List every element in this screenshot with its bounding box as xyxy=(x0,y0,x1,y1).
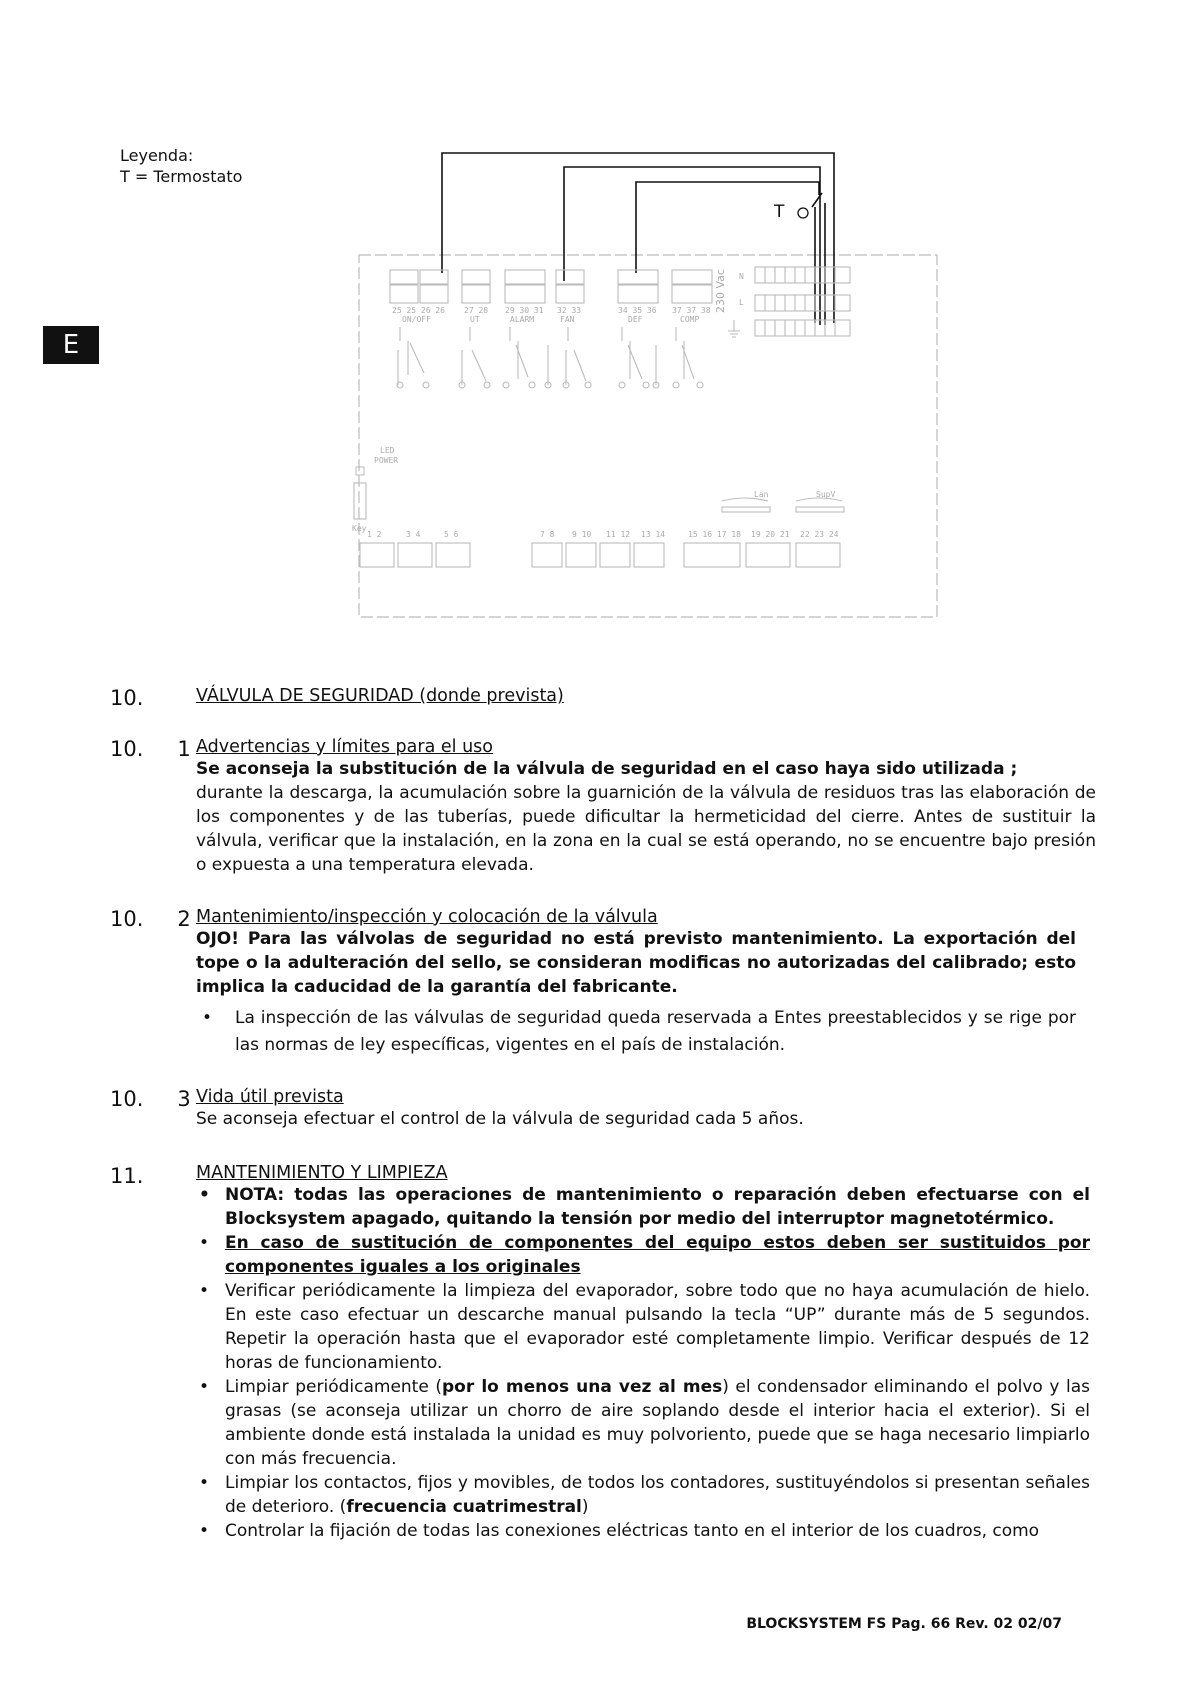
terminal-block-def xyxy=(618,270,658,303)
key-label: Key xyxy=(352,524,367,533)
wiring-diagram xyxy=(350,145,940,625)
wire-fan xyxy=(564,167,820,325)
section-number: 10. xyxy=(110,907,144,931)
supv-label: SupV xyxy=(816,490,836,499)
list-item-text: Limpiar los contactos, fijos y movibles, de todos los contadores, sustituyéndolos si presentan señales de deterioro. ( xyxy=(225,1473,1090,1517)
list-item xyxy=(196,1471,1090,1519)
block-label-comp: COMP xyxy=(680,315,700,324)
section-10-1 xyxy=(196,737,1096,877)
section-10-1-body: durante la descarga, la acumulación sobre la guarnición de la válvula de residuos tras las elaboración de los componentes y de las tuberías, puede dificultar la hermeticidad del cierre. Antes de sustituir la válvula, verificar que la instalación, en la zona en la cual se está operando, no se encuentre bajo presión o expuesta a una temperatura elevada. xyxy=(196,783,1096,875)
lan-label: Lan xyxy=(754,490,769,499)
section-10-2-number xyxy=(110,907,191,931)
bottom-terminal-blocks xyxy=(360,543,840,567)
section-10-3-number xyxy=(110,1087,191,1111)
bottom-numbers-8: 15 16 17 18 xyxy=(688,530,741,539)
mains-label-l: L xyxy=(739,298,744,307)
section-11-bullets xyxy=(196,1183,1090,1543)
bottom-numbers-5: 9 10 xyxy=(572,530,592,539)
language-tab: E xyxy=(43,326,99,364)
bottom-numbers-10: 22 23 24 xyxy=(800,530,839,539)
list-item-text: ) el condensador eliminando el polvo y las grasas (se aconseja utilizar un chorro de aire soplando desde el interior hacia el exterior). Si el ambiente donde está instalada la unidad es muy polvoriento, puede que se haga necesario limpiarlo con más frecuencia. xyxy=(225,1377,1090,1469)
bottom-numbers-4: 7 8 xyxy=(540,530,555,539)
bottom-numbers-2: 3 4 xyxy=(406,530,421,539)
led-label: LED xyxy=(380,446,395,455)
section-number: 10. xyxy=(110,686,144,710)
section-10-3 xyxy=(196,1087,1096,1131)
section-number: 10. xyxy=(110,1087,144,1111)
block-numbers-alarm: 29 30 31 xyxy=(505,306,544,315)
legend xyxy=(120,145,242,187)
section-10-number xyxy=(110,686,143,710)
list-item: • La inspección de las válvulas de seguridad queda reservada a Entes preestablecidos y se rige por las normas de ley específicas, vigentes en el país de instalación. xyxy=(199,1005,1076,1059)
power-label: POWER xyxy=(374,456,399,465)
section-10-3-body: Se aconseja efectuar el control de la válvula de seguridad cada 5 años. xyxy=(196,1109,804,1129)
section-10-1-title: Advertencias y límites para el uso xyxy=(196,737,493,757)
list-item-emphasis: por lo menos una vez al mes xyxy=(442,1377,723,1397)
bottom-numbers-6: 11 12 xyxy=(606,530,631,539)
block-numbers-fan: 32 33 xyxy=(557,306,582,315)
section-10-2-lead: OJO! Para las válvolas de seguridad no está previsto mantenimiento. La exportación del tope o la adulteración del sello, se consideran modificas no autorizadas del calibrado; esto implica la caducidad de la garantía del fabricante. xyxy=(196,929,1076,997)
section-10-1-number xyxy=(110,737,191,761)
block-numbers-on-off: 25 25 26 26 xyxy=(392,306,445,315)
section-11-number xyxy=(110,1164,143,1188)
terminal-block-comp xyxy=(672,270,712,303)
wire-thermostat xyxy=(812,193,825,325)
terminal-block-alarm xyxy=(505,270,545,303)
bottom-numbers-9: 19 20 21 xyxy=(751,530,790,539)
list-item-emphasis: frecuencia cuatrimestral xyxy=(346,1497,582,1517)
key-connector xyxy=(354,483,366,519)
section-10-2-bullets xyxy=(196,1005,1076,1059)
list-item xyxy=(196,1231,1090,1279)
ground-icon xyxy=(728,320,740,337)
block-label-alarm: ALARM xyxy=(510,315,535,324)
section-10-1-lead: Se aconseja la substitución de la válvula de seguridad en el caso haya sido utilizada ; xyxy=(196,759,1018,779)
block-numbers-ut: 27 28 xyxy=(464,306,489,315)
list-item: • Controlar la fijación de todas las conexiones eléctricas tanto en el interior de los cuadros, como xyxy=(196,1519,1090,1543)
section-10-3-title: Vida útil prevista xyxy=(196,1087,344,1107)
block-label-def: DEF xyxy=(628,315,643,324)
bottom-numbers-7: 13 14 xyxy=(641,530,666,539)
section-10-title: VÁLVULA DE SEGURIDAD (donde prevista) xyxy=(196,686,564,706)
section-subnumber: 3 xyxy=(177,1087,191,1111)
thermostat-contact-icon xyxy=(798,208,808,218)
list-item xyxy=(196,1375,1090,1471)
section-10-2-title: Mantenimiento/inspección y colocación de la válvula xyxy=(196,907,658,927)
section-11-title: MANTENIMIENTO Y LIMPIEZA xyxy=(196,1163,448,1183)
list-item: • Verificar periódicamente la limpieza del evaporador, sobre todo que no haya acumulación de hielo. En este caso efectuar un descarche manual pulsando la tecla “UP” durante más de 5 segundos. Repetir la operación hasta que el evaporador esté completamente limpio. Verificar después de 12 horas de funcionamiento. xyxy=(196,1279,1090,1375)
list-item-text: Limpiar periódicamente ( xyxy=(225,1377,443,1397)
legend-title: Leyenda: xyxy=(120,146,194,165)
voltage-label: 230 Vac xyxy=(714,269,727,313)
section-11 xyxy=(196,1163,1090,1543)
terminal-block-ut xyxy=(462,270,490,303)
thermostat-label: T xyxy=(774,202,785,222)
block-label-on-off: ON/OFF xyxy=(402,315,431,324)
relay-contacts xyxy=(397,327,703,388)
terminal-block-on-off xyxy=(390,270,448,303)
list-item-text: En caso de sustitución de componentes del equipo estos deben ser sustituidos por componentes iguales a los originales xyxy=(225,1233,1090,1277)
block-label-fan: FAN xyxy=(560,315,575,324)
mains-terminal-strip xyxy=(755,267,850,336)
bottom-numbers-3: 5 6 xyxy=(444,530,459,539)
block-numbers-comp: 37 37 38 xyxy=(672,306,711,315)
section-subnumber: 2 xyxy=(177,907,191,931)
mains-label-n: N xyxy=(739,272,744,281)
block-numbers-def: 34 35 36 xyxy=(618,306,657,315)
led-indicator xyxy=(356,467,364,475)
section-subnumber: 1 xyxy=(177,737,191,761)
wire-def xyxy=(636,182,819,273)
page-footer: BLOCKSYSTEM FS Pag. 66 Rev. 02 02/07 xyxy=(746,1616,1062,1632)
legend-item: T = Termostato xyxy=(120,167,243,186)
list-item: • NOTA: todas las operaciones de mantenimiento o reparación deben efectuarse con el Blocksystem apagado, quitando la tensión por medio del interruptor magnetotérmico. xyxy=(196,1183,1090,1231)
block-label-ut: UT xyxy=(470,315,480,324)
bottom-numbers-1: 1 2 xyxy=(367,530,382,539)
section-number: 10. xyxy=(110,737,144,761)
list-item-text: ) xyxy=(581,1497,589,1517)
section-number: 11. xyxy=(110,1164,144,1188)
lan-supv-ports xyxy=(722,498,844,512)
terminal-block-fan xyxy=(556,270,584,303)
section-10-2 xyxy=(196,907,1076,1059)
